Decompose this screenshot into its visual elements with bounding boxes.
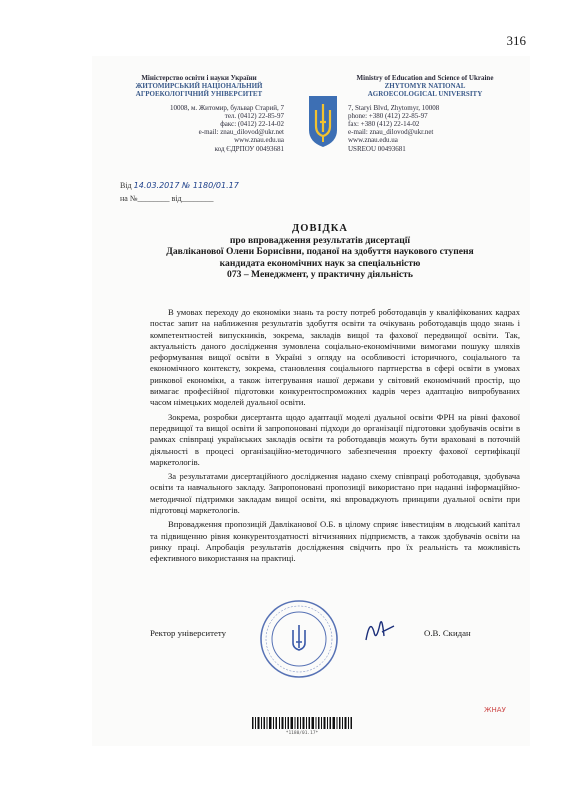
document-body (150, 307, 520, 568)
university-en-line2: AGROECOLOGICAL UNIVERSITY (367, 90, 483, 99)
phone-ua: тел. (0412) 22-85-97 (224, 111, 284, 120)
title-line4: 073 – Менеджмент, у практичну діяльність (227, 269, 413, 280)
barcode-number: *1180/01.17* (285, 731, 319, 736)
title-heading: ДОВІДКА (292, 223, 348, 234)
site-en: www.znau.edu.ua (348, 136, 398, 145)
official-seal-icon (258, 598, 340, 680)
email-en: e-mail: znau_dilovod@ukr.net (348, 128, 434, 137)
letterhead-left (108, 74, 290, 153)
registration-prefix: Від (120, 181, 132, 190)
title-line1: про впровадження результатів дисертації (229, 234, 411, 246)
fax-ua: факс: (0412) 22-14-02 (220, 120, 284, 129)
university-ua-line1: ЖИТОМИРСЬКИЙ НАЦІОНАЛЬНИЙ (135, 82, 263, 91)
email-ua: e-mail: znau_dilovod@ukr.net (198, 128, 284, 137)
paragraph: За результатами дисертаційного дослідження надано схему співпраці роботодавця, здобувача освіти та навчального закладу. Запропоновані пропозиції використано при наданні інформаційно-методичної підтримки закладам вищої освіти, які впроваджують принципи дуальної освіти при підготовці маркетологів. (150, 471, 520, 516)
signatory-name: О.В. Скидан (424, 628, 471, 638)
ministry-ua: Міністерство освіти і науки України (141, 74, 257, 82)
barcode-icon (252, 717, 352, 729)
address-ua: 10008, м. Житомир, бульвар Старий, 7 (169, 103, 284, 112)
letterhead-right (340, 74, 510, 153)
code-en: USREOU 00493681 (348, 144, 406, 153)
title-line2: Давліканової Олени Борисівни, поданої на здобуття наукового ступеня (166, 246, 474, 257)
document-title (140, 223, 500, 281)
phone-en: phone: +380 (412) 22-85-97 (348, 111, 428, 120)
university-en-line1: ZHYTOMYR NATIONAL (384, 82, 466, 91)
paragraph: В умовах переходу до економіки знань та росту потреб роботодавців у кваліфікованих кадрах постає запит на наближення результатів здобуття освіти та очікувань роботодавців щодо знань і компетентностей випускників, зокрема, закладів вищої та фахової передвищої освіти. Так, актуальність даного дослідження зумовлена соціально-економічними вимогами пошуку шляхів реформування вищої освіти в Україні з огляду на особливості історичного, соціального та економічного контексту, зокрема, становлення соціального партнерства в сфері освіти в умовах ринкової економіки, а також інтегрування нашої держави у світовий економічний простір, що вимагає професійної підготовки конкурентоспроможних кадрів через адаптацію випробуваних часом німецьких моделей дуальної освіти. (150, 307, 520, 408)
site-ua: www.znau.edu.ua (234, 136, 284, 145)
registration-line1 (120, 179, 239, 192)
code-ua: код ЄДРПОУ 00493681 (214, 144, 284, 153)
university-ua-line2: АГРОЕКОЛОГІЧНИЙ УНІВЕРСИТЕТ (135, 90, 263, 99)
stamp-mark: ЖНАУ (484, 706, 506, 714)
address-en: 7, Staryi Blvd, Zhytomyr, 10008 (348, 103, 440, 112)
signatory-position: Ректор університету (150, 628, 227, 638)
ministry-en: Ministry of Education and Science of Ukraine (356, 74, 494, 82)
registration-line2: на №________ від________ (120, 194, 214, 203)
title-line3: кандидата економічних наук за спеціальністю (219, 257, 421, 269)
handwritten-signature-icon (360, 612, 400, 648)
fax-en: fax: +380 (412) 22-14-02 (348, 120, 420, 129)
trident-emblem-icon (306, 92, 340, 150)
registration-handwritten: 14.03.2017 № 1180/01.17 (133, 181, 239, 190)
registration-block (120, 179, 239, 205)
paragraph: Впровадження пропозицій Давліканової О.Б. в цілому сприяє інвестиціям в людський капітал та підвищенню рівня конкурентоздатності вітчизняних підприємств, а також здобувачів освіти на ринку праці. Апробація результатів дослідження свідчить про їх реальність та можливість ефективного використання на практиці. (150, 519, 520, 564)
page-number: 316 (506, 33, 526, 48)
paragraph: Зокрема, розробки дисертанта щодо адаптації моделі дуальної освіти ФРН на рівні фахової передвищої та вищої освіти й запропоновані підходи до організації підготовки здобувачів освіти в рамках співпраці українських закладів освіти та роботодавців можуть бути враховані в поточній діяльності в процесі організаційно-методичного забезпечення проекту фахової сертифікації маркетологів. (150, 411, 520, 467)
